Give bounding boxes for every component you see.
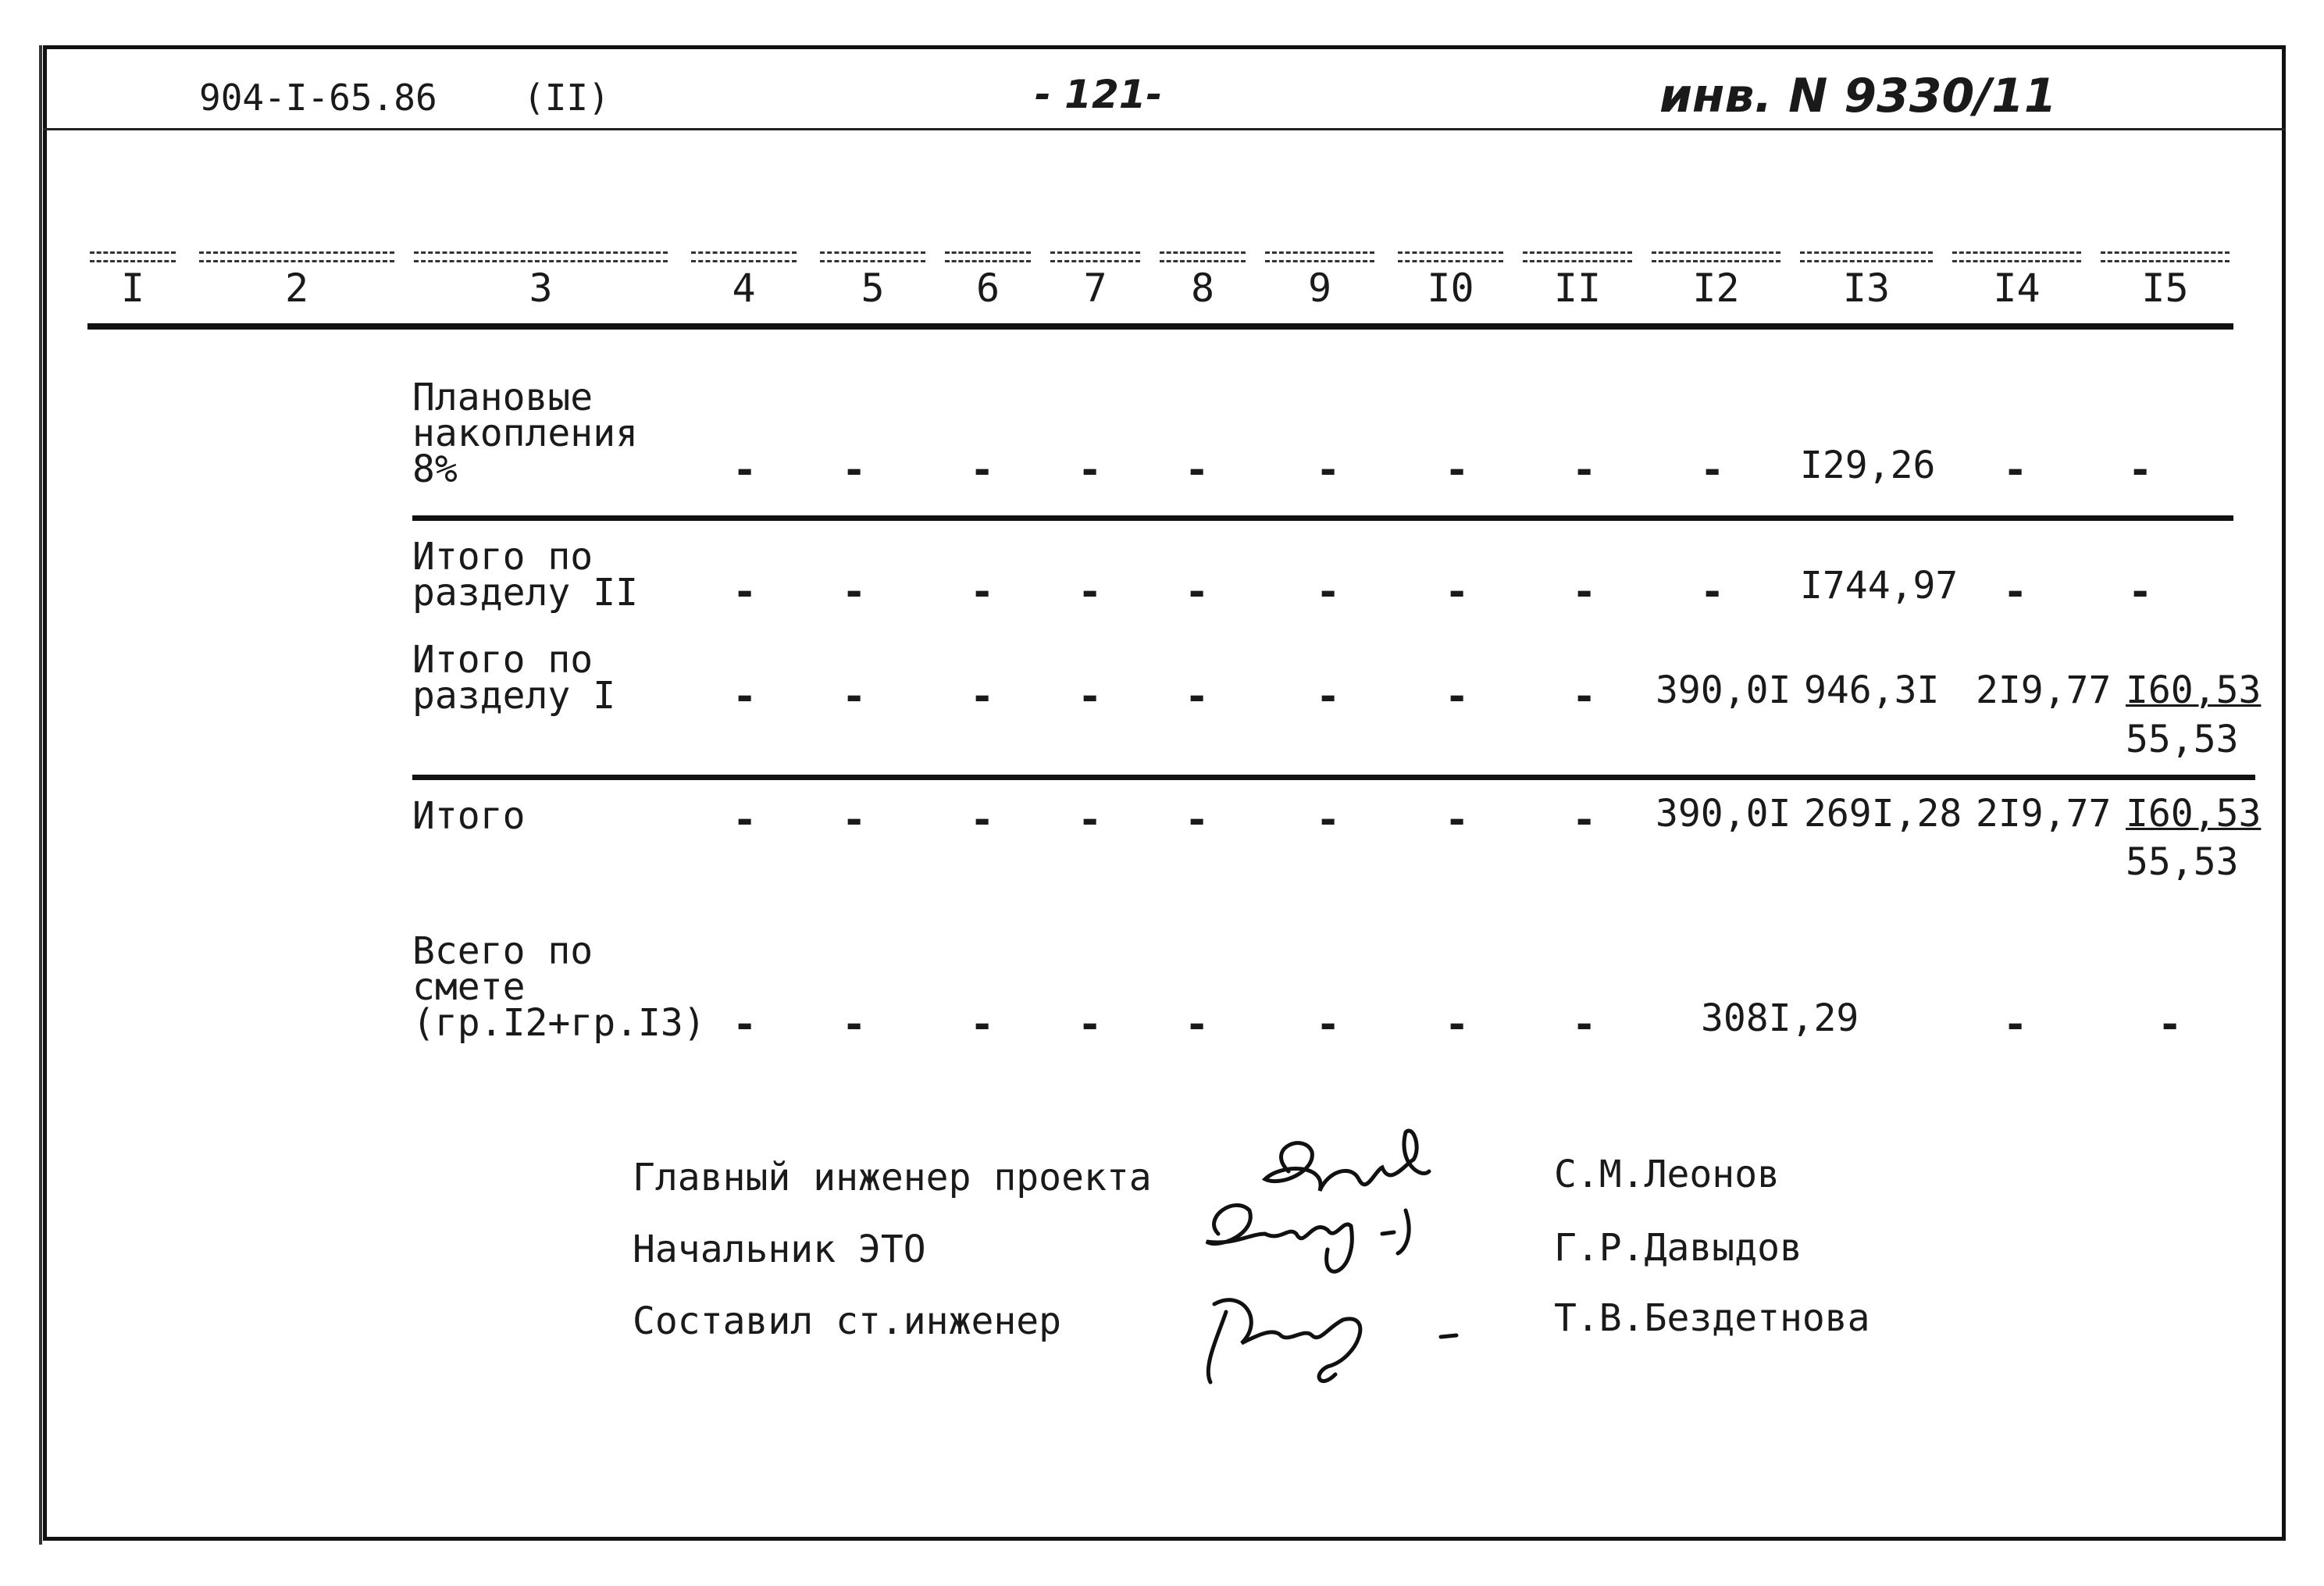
dash-cell: -: [1572, 568, 1597, 615]
col-header-2: 2: [284, 266, 309, 311]
sig-name-leonov: С.М.Леонов: [1554, 1153, 1780, 1196]
doc-part: (II): [523, 77, 610, 119]
dash-cell: -: [970, 447, 995, 494]
dash-cell: -: [1316, 797, 1341, 843]
col-rule: [1523, 251, 1632, 262]
dash-cell: -: [842, 568, 867, 615]
col-header-5: 5: [861, 266, 885, 311]
inventory-number: инв. N 9330/11: [1659, 69, 2057, 123]
dash-cell: -: [1078, 673, 1103, 720]
row4-col14: 2I9,77: [1976, 792, 2112, 836]
dash-cell: -: [1572, 447, 1597, 494]
row-divider: [412, 775, 2255, 780]
signature-leonov: [1265, 1131, 1429, 1191]
sig-role-head-eto: Начальник ЭТО: [633, 1228, 926, 1271]
dash-cell: -: [970, 568, 995, 615]
row5-col14: -: [2003, 1001, 2028, 1048]
col-header-4: 4: [732, 266, 756, 311]
col-rule: [1050, 251, 1140, 262]
dash-cell: -: [1316, 447, 1341, 494]
dash-cell: -: [1185, 447, 1210, 494]
frame-edge: [39, 45, 42, 1545]
header-bottom-rule: [87, 323, 2233, 330]
dash-cell: -: [732, 797, 757, 843]
dash-cell: -: [970, 673, 995, 720]
dash-cell: -: [1445, 1001, 1470, 1048]
col-rule: [90, 251, 176, 262]
col-header-7: 7: [1083, 266, 1107, 311]
dash-cell: -: [732, 447, 757, 494]
row3-col12: 390,0I: [1656, 668, 1791, 712]
dash-cell: -: [1316, 673, 1341, 720]
col-rule: [1800, 251, 1933, 262]
col-header-10: I0: [1427, 266, 1474, 311]
col-rule: [1652, 251, 1780, 262]
col-header-8: 8: [1190, 266, 1215, 311]
col-header-11: II: [1553, 266, 1602, 311]
col-rule: [820, 251, 925, 262]
signature-dash: [1441, 1335, 1456, 1337]
row1-col13: I29,26: [1800, 444, 1936, 487]
dash-cell: -: [842, 673, 867, 720]
dash-cell: -: [1572, 1001, 1597, 1048]
dash-cell: -: [1445, 568, 1470, 615]
dash-cell: -: [732, 673, 757, 720]
dash-cell: -: [970, 1001, 995, 1048]
col-header-6: 6: [975, 266, 1000, 311]
row-divider: [412, 515, 2233, 521]
dash-cell: -: [1445, 447, 1470, 494]
dash-cell: -: [1185, 797, 1210, 843]
dash-cell: -: [1572, 673, 1597, 720]
row5-col15: -: [2158, 1001, 2183, 1048]
sig-role-compiler: Составил ст.инженер: [633, 1299, 1062, 1343]
col-rule: [1265, 251, 1374, 262]
col-rule: [2101, 251, 2230, 262]
dash-cell: -: [970, 797, 995, 843]
col-rule: [199, 251, 394, 262]
dash-cell: -: [1185, 673, 1210, 720]
row3-col13: 946,3I: [1804, 668, 1940, 712]
dash-cell: -: [1185, 568, 1210, 615]
sig-name-davydov: Г.Р.Давыдов: [1554, 1226, 1802, 1270]
col-header-9: 9: [1307, 266, 1332, 311]
col-rule: [414, 251, 668, 262]
signature-davydov-tail: [1382, 1210, 1409, 1253]
row-label-total: Итого: [412, 794, 526, 838]
col-rule: [1952, 251, 2081, 262]
col-rule: [1398, 251, 1503, 262]
col-rule: [945, 251, 1031, 262]
row-label-section2: Итого по разделу II: [412, 535, 638, 615]
dash-cell: -: [842, 1001, 867, 1048]
row2-col13: I744,97: [1800, 564, 1959, 608]
dash-cell: -: [1078, 797, 1103, 843]
header-divider: [43, 128, 2286, 130]
dash-cell: -: [1185, 1001, 1210, 1048]
page-number: - 121-: [1035, 72, 1163, 117]
row4-col15-second: 55,53: [2126, 840, 2239, 884]
row3-col14: 2I9,77: [1976, 668, 2112, 712]
col-header-3: 3: [529, 266, 553, 311]
dash-cell: -: [1316, 568, 1341, 615]
col-header-13: I3: [1842, 266, 1891, 311]
sig-role-chief-engineer: Главный инженер проекта: [633, 1156, 1152, 1199]
col-header-12: I2: [1692, 266, 1740, 311]
row4-col12: 390,0I: [1656, 792, 1791, 836]
row3-col15: I60,53: [2126, 668, 2262, 712]
dash-cell: -: [1078, 568, 1103, 615]
row2-col12: -: [1700, 568, 1725, 615]
row-label-grand-total: Всего по смете (гр.I2+гр.I3): [412, 929, 706, 1045]
col-header-15: I5: [2141, 266, 2189, 311]
row3-col15-second: 55,53: [2126, 718, 2239, 761]
row5-col12-13: 308I,29: [1701, 996, 1859, 1040]
row1-col14: -: [2003, 447, 2028, 494]
dash-cell: -: [732, 1001, 757, 1048]
dash-cell: -: [1316, 1001, 1341, 1048]
row4-col13: 269I,28: [1804, 792, 1962, 836]
dash-cell: -: [1078, 447, 1103, 494]
sig-name-bezdetnova: Т.В.Бездетнова: [1554, 1296, 1870, 1340]
col-rule: [691, 251, 797, 262]
dash-cell: -: [1078, 1001, 1103, 1048]
row1-col15: -: [2128, 447, 2153, 494]
handwritten-signatures: [1171, 1117, 1515, 1413]
col-header-1: I: [120, 266, 145, 311]
doc-code: 904-I-65.86: [199, 77, 437, 119]
row-label-section1: Итого по разделу I: [412, 638, 616, 718]
signature-bezdetnova: [1208, 1300, 1360, 1382]
col-header-14: I4: [1993, 266, 2041, 311]
dash-cell: -: [1572, 797, 1597, 843]
row2-col14: -: [2003, 568, 2028, 615]
row4-col15: I60,53: [2126, 792, 2262, 836]
dash-cell: -: [732, 568, 757, 615]
dash-cell: -: [842, 797, 867, 843]
dash-cell: -: [1445, 797, 1470, 843]
row-label-planned: Плановые накопления 8%: [412, 376, 638, 491]
signature-davydov: [1207, 1205, 1352, 1271]
row1-col12: -: [1700, 447, 1725, 494]
dash-cell: -: [1445, 673, 1470, 720]
row2-col15: -: [2128, 568, 2153, 615]
col-rule: [1160, 251, 1246, 262]
dash-cell: -: [842, 447, 867, 494]
